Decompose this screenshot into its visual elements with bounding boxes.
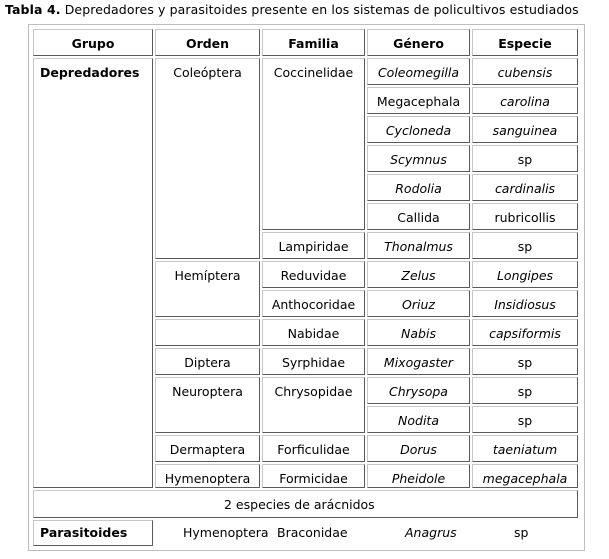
especie-cell: Insidiosus xyxy=(472,290,578,317)
orden-coleoptera: Coleóptera xyxy=(155,58,260,259)
header-especie: Especie xyxy=(472,29,578,56)
parasitoides-familia: Braconidae xyxy=(277,525,348,540)
genero-cell: Rodolia xyxy=(367,174,470,201)
header-familia: Familia xyxy=(262,29,365,56)
grupo-depredadores: Depredadores xyxy=(33,58,153,488)
orden-hymenoptera: Hymenoptera xyxy=(155,464,260,488)
genero-cell: Mixogaster xyxy=(367,348,470,375)
familia-syrphidae: Syrphidae xyxy=(262,348,365,375)
header-grupo: Grupo xyxy=(33,29,153,56)
genero-cell: Thonalmus xyxy=(367,232,470,259)
genero-cell: Cycloneda xyxy=(367,116,470,143)
especie-cell: sp xyxy=(472,406,578,433)
grupo-parasitoides: Parasitoides xyxy=(33,520,153,546)
caption-label: Tabla 4. xyxy=(5,2,61,17)
especie-cell: sanguinea xyxy=(472,116,578,143)
genero-cell: Nabis xyxy=(367,319,470,346)
especie-cell: cardinalis xyxy=(472,174,578,201)
familia-formicidae: Formicidae xyxy=(262,464,365,488)
especie-cell: sp xyxy=(472,232,578,259)
orden-neuroptera: Neuroptera xyxy=(155,377,260,433)
table-caption xyxy=(5,2,579,17)
especie-cell: capsiformis xyxy=(472,319,578,346)
familia-nabidae: Nabidae xyxy=(262,319,365,346)
familia-lampiridae: Lampiridae xyxy=(262,232,365,259)
genero-cell: Chrysopa xyxy=(367,377,470,404)
header-orden: Orden xyxy=(155,29,260,56)
orden-empty xyxy=(155,319,260,346)
genero-cell: Megacephala xyxy=(367,87,470,114)
especie-cell: sp xyxy=(472,377,578,404)
genero-cell: Pheidole xyxy=(367,464,470,488)
genero-cell: Dorus xyxy=(367,435,470,462)
familia-coccinelidae: Coccinelidae xyxy=(262,58,365,230)
orden-diptera: Diptera xyxy=(155,348,260,375)
genero-cell: Nodita xyxy=(367,406,470,433)
especie-cell: cubensis xyxy=(472,58,578,85)
caption-text: Depredadores y parasitoides presente en los sistemas de policultivos estudiados xyxy=(60,2,579,17)
familia-chrysopidae: Chrysopidae xyxy=(262,377,365,433)
genero-cell: Scymnus xyxy=(367,145,470,172)
orden-dermaptera: Dermaptera xyxy=(155,435,260,462)
orden-hemiptera: Hemíptera xyxy=(155,261,260,317)
parasitoides-especie: sp xyxy=(514,525,529,540)
genero-cell: Zelus xyxy=(367,261,470,288)
parasitoides-genero: Anagrus xyxy=(405,525,457,540)
especie-cell: megacephala xyxy=(472,464,578,488)
especie-cell: sp xyxy=(472,348,578,375)
especie-cell: rubricollis xyxy=(472,203,578,230)
genero-cell: Coleomegilla xyxy=(367,58,470,85)
familia-reduviidae: Reduvidae xyxy=(262,261,365,288)
aracnidos-row: 2 especies de arácnidos xyxy=(33,490,578,518)
especie-cell: sp xyxy=(472,145,578,172)
especie-cell: carolina xyxy=(472,87,578,114)
especie-cell: taeniatum xyxy=(472,435,578,462)
familia-anthocoridae: Anthocoridae xyxy=(262,290,365,317)
header-genero: Género xyxy=(367,29,470,56)
genero-cell: Oriuz xyxy=(367,290,470,317)
genero-cell: Callida xyxy=(367,203,470,230)
familia-forficulidae: Forficulidae xyxy=(262,435,365,462)
especie-cell: Longipes xyxy=(472,261,578,288)
parasitoides-orden: Hymenoptera xyxy=(183,525,269,540)
